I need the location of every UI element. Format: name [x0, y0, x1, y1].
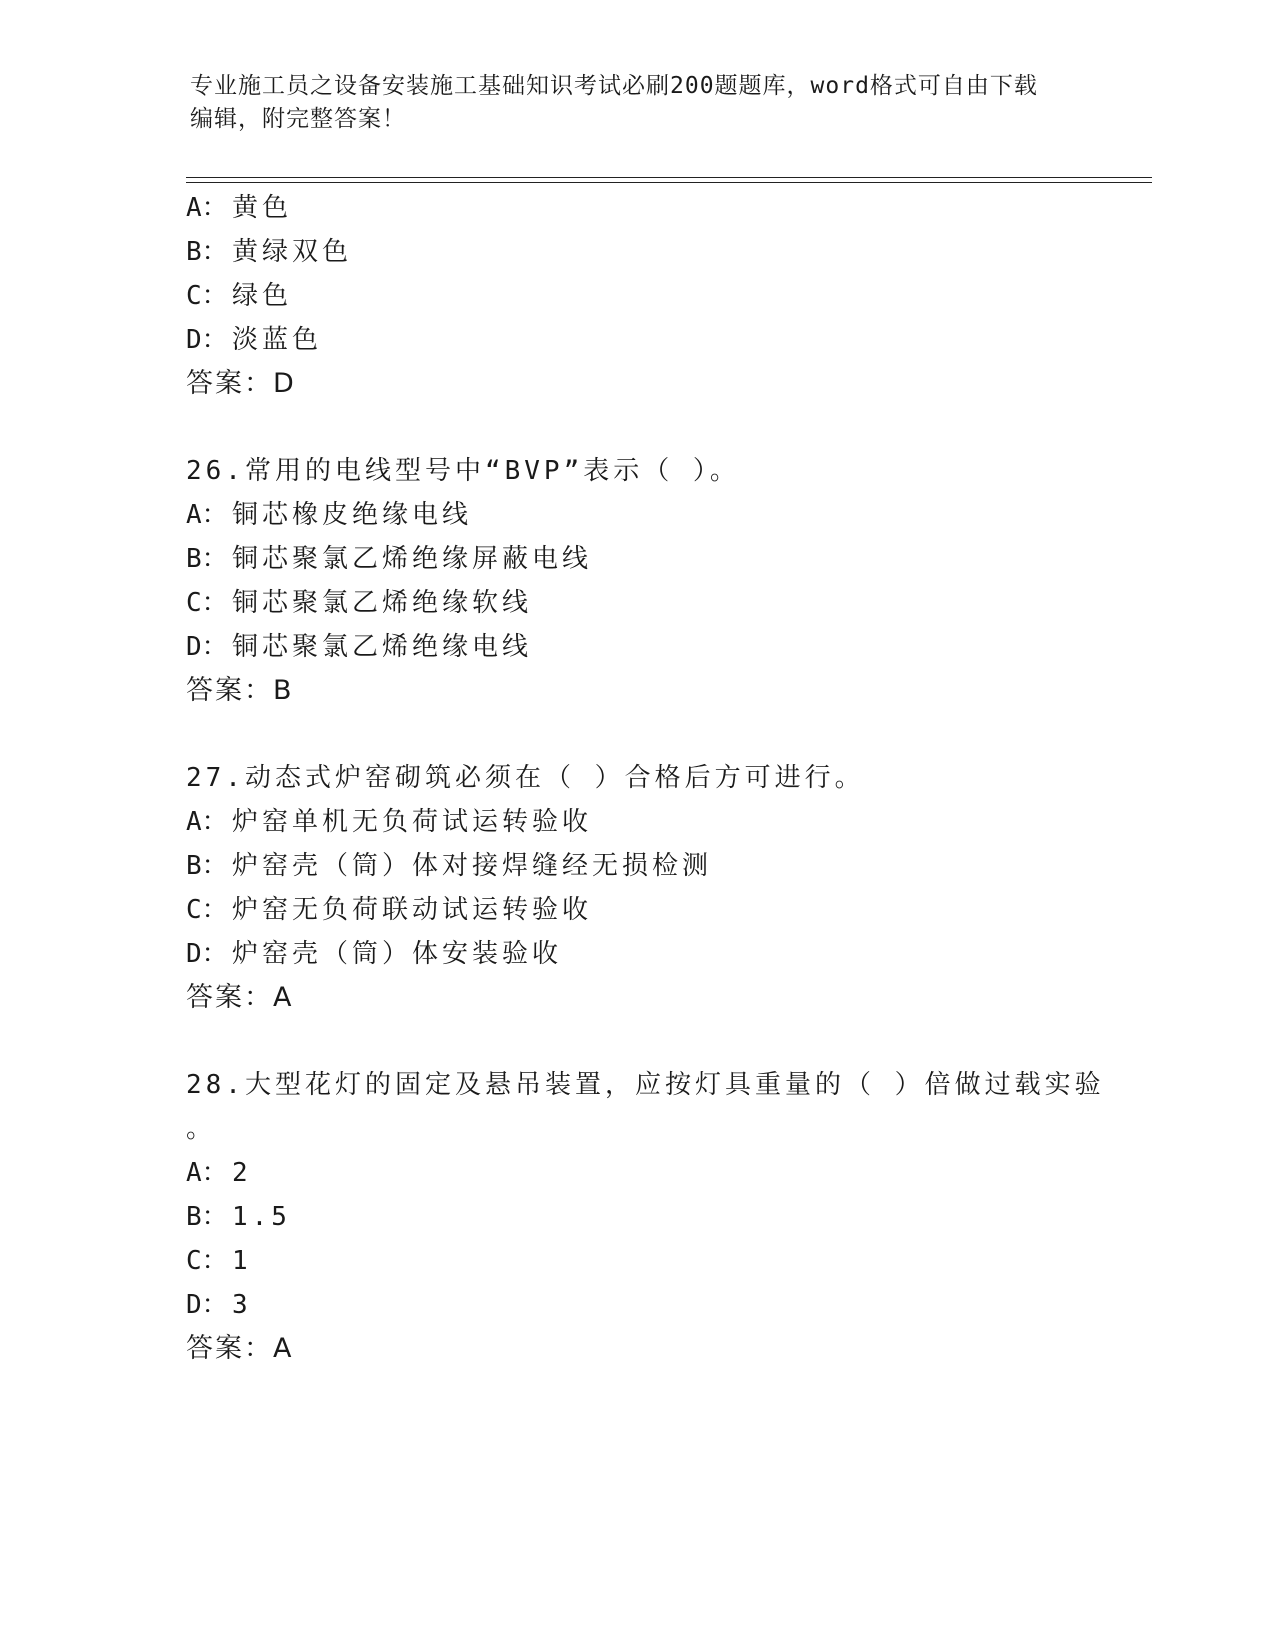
header-line-1: 专业施工员之设备安装施工基础知识考试必刷200题题库，word格式可自由下载: [190, 73, 1038, 99]
question-28-continuation: 。: [186, 1114, 217, 1144]
option-a: A： 2: [186, 1158, 252, 1188]
option-d: D： 铜芯聚氯乙烯绝缘电线: [186, 632, 533, 662]
option-b: B： 铜芯聚氯乙烯绝缘屏蔽电线: [186, 544, 593, 574]
option-c: C： 炉窑无负荷联动试运转验收: [186, 895, 593, 925]
option-c: C： 绿色: [186, 281, 293, 311]
answer: 答案：A: [186, 982, 294, 1013]
option-a: A： 黄色: [186, 193, 293, 223]
option-a: A： 炉窑单机无负荷试运转验收: [186, 807, 593, 837]
option-d: D： 炉窑壳（筒）体安装验收: [186, 939, 563, 969]
option-d: D： 淡蓝色: [186, 325, 323, 355]
option-c: C： 1: [186, 1246, 252, 1276]
option-a: A： 铜芯橡皮绝缘电线: [186, 500, 473, 530]
option-b: B： 黄绿双色: [186, 237, 353, 267]
answer: 答案：D: [186, 368, 296, 399]
question-28: 28.大型花灯的固定及悬吊装置，应按灯具重量的（ ）倍做过载实验: [186, 1070, 1105, 1100]
header-divider-bottom: [186, 182, 1152, 183]
question-26: 26.常用的电线型号中“BVP”表示（ ）。: [186, 456, 740, 486]
header-divider-top: [186, 177, 1152, 178]
answer: 答案：A: [186, 1333, 294, 1364]
option-b: B： 1.5: [186, 1202, 291, 1232]
option-c: C： 铜芯聚氯乙烯绝缘软线: [186, 588, 533, 618]
option-b: B： 炉窑壳（筒）体对接焊缝经无损检测: [186, 851, 713, 881]
header-line-2: 编辑，附完整答案！: [190, 106, 406, 132]
option-d: D： 3: [186, 1290, 252, 1320]
answer: 答案：B: [186, 675, 294, 706]
question-27: 27.动态式炉窑砌筑必须在（ ）合格后方可进行。: [186, 763, 865, 793]
document-header: [190, 70, 1090, 136]
